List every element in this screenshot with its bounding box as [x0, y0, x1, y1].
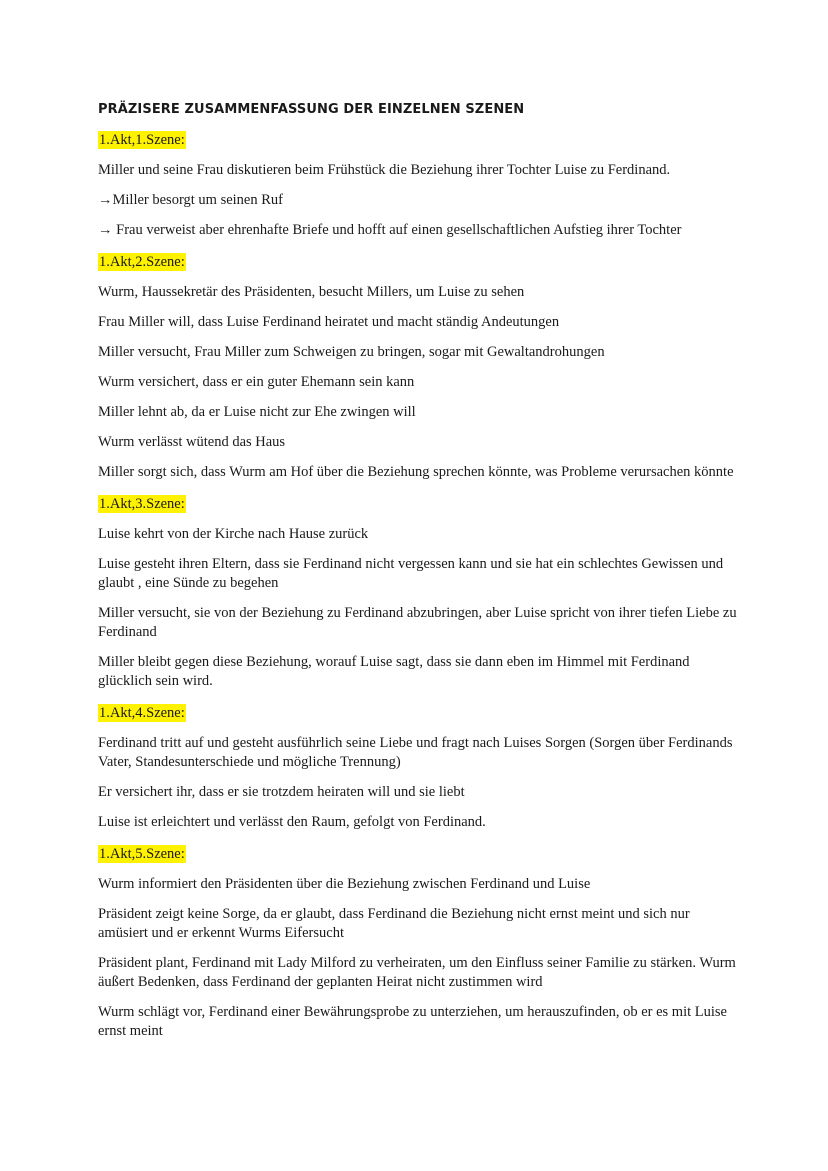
scene-section — [98, 843, 738, 1041]
scene-heading: 1.Akt,3.Szene: — [99, 496, 185, 512]
summary-line: Miller und seine Frau diskutieren beim Frühstück die Beziehung ihrer Tochter Luise zu Ferdinand. — [98, 162, 671, 178]
summary-line: Ferdinand tritt auf und gesteht ausführlich seine Liebe und fragt nach Luises Sorgen (Sorgen über Ferdinands Vater, Standesunterschiede und mögliche Trennung) — [98, 735, 733, 770]
scene-heading: 1.Akt,2.Szene: — [99, 254, 185, 270]
summary-line: Miller versucht, Frau Miller zum Schweigen zu bringen, sogar mit Gewaltandrohungen — [98, 344, 605, 360]
summary-line: Er versichert ihr, dass er sie trotzdem heiraten will und sie liebt — [98, 784, 465, 800]
summary-line: Miller versucht, sie von der Beziehung zu Ferdinand abzubringen, aber Luise spricht von ihrer tiefen Liebe zu Ferdinand — [98, 605, 737, 640]
summary-line: Präsident zeigt keine Sorge, da er glaubt, dass Ferdinand die Beziehung nicht ernst meint und sich nur amüsiert und er erkennt Wurms Eifersucht — [98, 906, 690, 941]
summary-line: Präsident plant, Ferdinand mit Lady Milford zu verheiraten, um den Einfluss seiner Familie zu stärken. Wurm äußert Bedenken, dass Ferdinand der geplanten Heirat nicht zustimmen wird — [98, 955, 736, 990]
summary-line: → Frau verweist aber ehrenhafte Briefe und hofft auf einen gesellschaftlichen Aufstieg ihrer Tochter — [98, 222, 682, 238]
scene-section — [98, 702, 738, 832]
summary-line: Luise kehrt von der Kirche nach Hause zurück — [98, 526, 369, 542]
summary-line: Wurm versichert, dass er ein guter Ehemann sein kann — [98, 374, 415, 390]
scene-section — [98, 129, 738, 240]
summary-line: Wurm verlässt wütend das Haus — [98, 434, 286, 450]
scene-heading: 1.Akt,1.Szene: — [99, 132, 185, 148]
summary-line: Miller sorgt sich, dass Wurm am Hof über die Beziehung sprechen könnte, was Probleme verursachen könnte — [98, 464, 734, 480]
scene-section — [98, 493, 738, 691]
scene-heading: 1.Akt,5.Szene: — [99, 846, 185, 862]
summary-line: →Miller besorgt um seinen Ruf — [98, 192, 283, 208]
scene-heading: 1.Akt,4.Szene: — [99, 705, 185, 721]
document-title: PRÄZISERE ZUSAMMENFASSUNG DER EINZELNEN SZENEN — [98, 102, 525, 117]
summary-line: Frau Miller will, dass Luise Ferdinand heiratet und macht ständig Andeutungen — [98, 314, 560, 330]
summary-line: Wurm schlägt vor, Ferdinand einer Bewährungsprobe zu unterziehen, um herauszufinden, ob er es mit Luise ernst meint — [98, 1004, 727, 1039]
summary-line: Wurm, Haussekretär des Präsidenten, besucht Millers, um Luise zu sehen — [98, 284, 525, 300]
scene-list — [98, 129, 738, 1041]
summary-line: Luise gesteht ihren Eltern, dass sie Ferdinand nicht vergessen kann und sie hat ein schlechtes Gewissen und glaubt , eine Sünde zu begehen — [98, 556, 724, 591]
summary-line: Luise ist erleichtert und verlässt den Raum, gefolgt von Ferdinand. — [98, 814, 486, 830]
summary-line: Miller bleibt gegen diese Beziehung, worauf Luise sagt, dass sie dann eben im Himmel mit Ferdinand glücklich sein wird. — [98, 654, 690, 689]
summary-line: Miller lehnt ab, da er Luise nicht zur Ehe zwingen will — [98, 404, 416, 420]
scene-section — [98, 251, 738, 482]
summary-line: Wurm informiert den Präsidenten über die Beziehung zwischen Ferdinand und Luise — [98, 876, 591, 892]
